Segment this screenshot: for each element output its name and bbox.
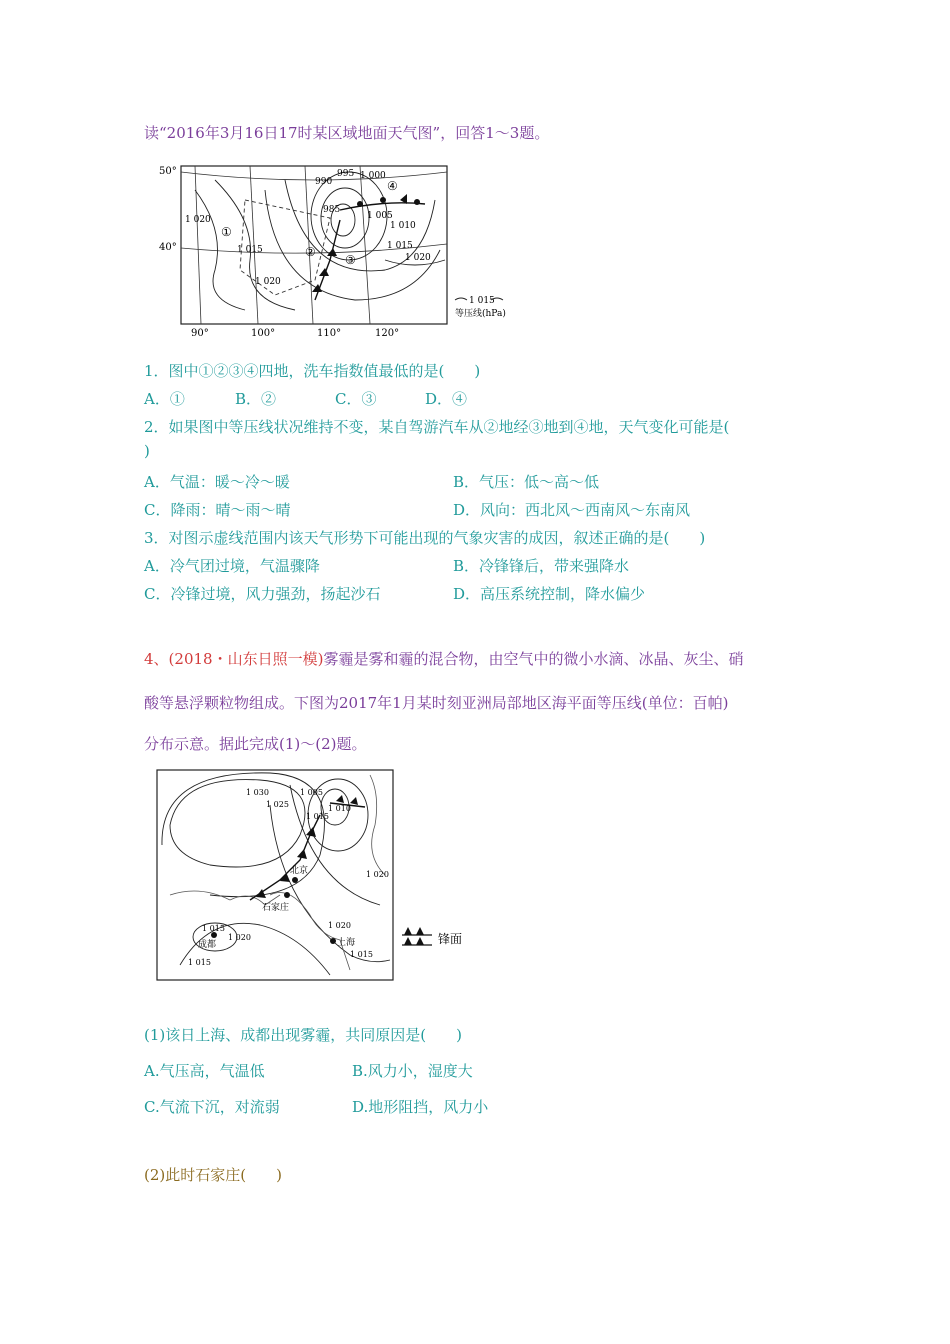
q2-stem: 2．如果图中等压线状况维持不变，某自驾游汽车从②地经③地到④地，天气变化可能是( (144, 418, 730, 436)
isobar-label: 1 015 (202, 924, 225, 933)
sub1-option-c: C.气流下沉，对流弱 (144, 1098, 280, 1116)
isobar-label: 1 005 (367, 211, 393, 221)
weather-map-2 (150, 765, 470, 985)
weather-map-1 (155, 160, 515, 340)
isobar-label: 1 020 (328, 921, 351, 930)
isobar-label: 1 015 (387, 241, 413, 251)
q3-option-c: C．冷锋过境，风力强劲，扬起沙石 (144, 585, 381, 603)
isobar-label: 1 020 (228, 933, 251, 942)
city-chengdu: 成都 (198, 940, 217, 950)
legend-isobar-value: 1 015 (469, 296, 495, 306)
q4-intro: 雾霾是雾和霾的混合物，由空气中的微小水滴、冰晶、灰尘、硝 (323, 650, 744, 668)
isobar-label: 1 020 (255, 277, 281, 287)
point-label-2: ② (305, 245, 316, 259)
q1-option-b: B．② (235, 390, 277, 408)
q4-line-2: 酸等悬浮颗粒物组成。下图为2017年1月某时刻亚洲局部地区海平面等压线(单位：百帕) (144, 694, 729, 712)
q2-stem-end: ) (144, 442, 150, 460)
legend-isobar-label: 等压线(hPa) (455, 309, 506, 319)
q2-option-a: A．气温：暖～冷～暖 (144, 473, 290, 491)
point-label-1: ① (221, 225, 232, 239)
q2-option-b: B．气压：低～高～低 (453, 473, 600, 491)
point-label-4: ④ (387, 179, 398, 193)
q3-option-b: B．冷锋锋后，带来强降水 (453, 557, 630, 575)
isobar-label: 1 015 (188, 958, 211, 967)
isobar-label: 1 020 (185, 215, 211, 225)
lon-label-110: 110° (317, 328, 342, 339)
q4-line-1 (144, 648, 743, 669)
q3-option-d: D．高压系统控制，降水偏少 (453, 585, 646, 603)
sub2-stem: (2)此时石家庄( ) (144, 1166, 282, 1184)
isobar-label: 985 (323, 205, 341, 215)
lon-label-90: 90° (191, 328, 209, 339)
legend-front-label: 锋面 (438, 932, 463, 946)
isobar-label: 1 015 (237, 245, 263, 255)
q3-stem: 3．对图示虚线范围内该天气形势下可能出现的气象灾害的成因，叙述正确的是( ) (144, 529, 706, 547)
q1-option-d: D．④ (425, 390, 468, 408)
q3-option-a: A．冷气团过境，气温骤降 (144, 557, 320, 575)
city-shanghai: 上海 (337, 938, 356, 948)
lat-label-50: 50° (159, 166, 177, 177)
city-shijiazhuang: 石家庄 (262, 903, 290, 913)
lon-label-120: 120° (375, 328, 400, 339)
isobar-label: 990 (315, 177, 333, 187)
q1-option-a: A．① (144, 390, 185, 408)
isobar-label: 1 025 (266, 800, 289, 809)
isobar-label: 1 005 (300, 788, 323, 797)
q1-option-c: C．③ (335, 390, 377, 408)
lat-label-40: 40° (159, 242, 177, 253)
sub1-option-b: B.风力小，湿度大 (352, 1062, 473, 1080)
isobar-label: 1 010 (328, 804, 351, 813)
q2-option-d: D．风向：西北风～西南风～东南风 (453, 501, 691, 519)
point-label-3: ③ (345, 253, 356, 267)
isobar-label: 1 020 (366, 870, 389, 879)
isobar-label: 1 030 (246, 788, 269, 797)
city-beijing: 北京 (290, 866, 309, 876)
isobar-label: 995 (337, 169, 355, 179)
isobar-label: 1 015 (350, 950, 373, 959)
sub1-stem: (1)该日上海、成都出现雾霾，共同原因是( ) (144, 1026, 462, 1044)
isobar-label: 1 000 (360, 171, 386, 181)
isobar-label: 1 015 (306, 812, 329, 821)
q4-source: 4、(2018・山东日照一模) (144, 650, 324, 668)
lon-label-100: 100° (251, 328, 276, 339)
isobar-label: 1 010 (390, 221, 416, 231)
q4-line-3: 分布示意。据此完成(1)～(2)题。 (144, 735, 367, 753)
isobar-label: 1 020 (405, 253, 431, 263)
sub1-option-d: D.地形阻挡，风力小 (352, 1098, 489, 1116)
q1-stem: 1．图中①②③④四地，洗车指数值最低的是( ) (144, 362, 481, 380)
q2-option-c: C．降雨：晴～雨～晴 (144, 501, 291, 519)
intro-text: 读“2016年3月16日17时某区域地面天气图”，回答1～3题。 (144, 124, 550, 142)
sub1-option-a: A.气压高，气温低 (144, 1062, 265, 1080)
